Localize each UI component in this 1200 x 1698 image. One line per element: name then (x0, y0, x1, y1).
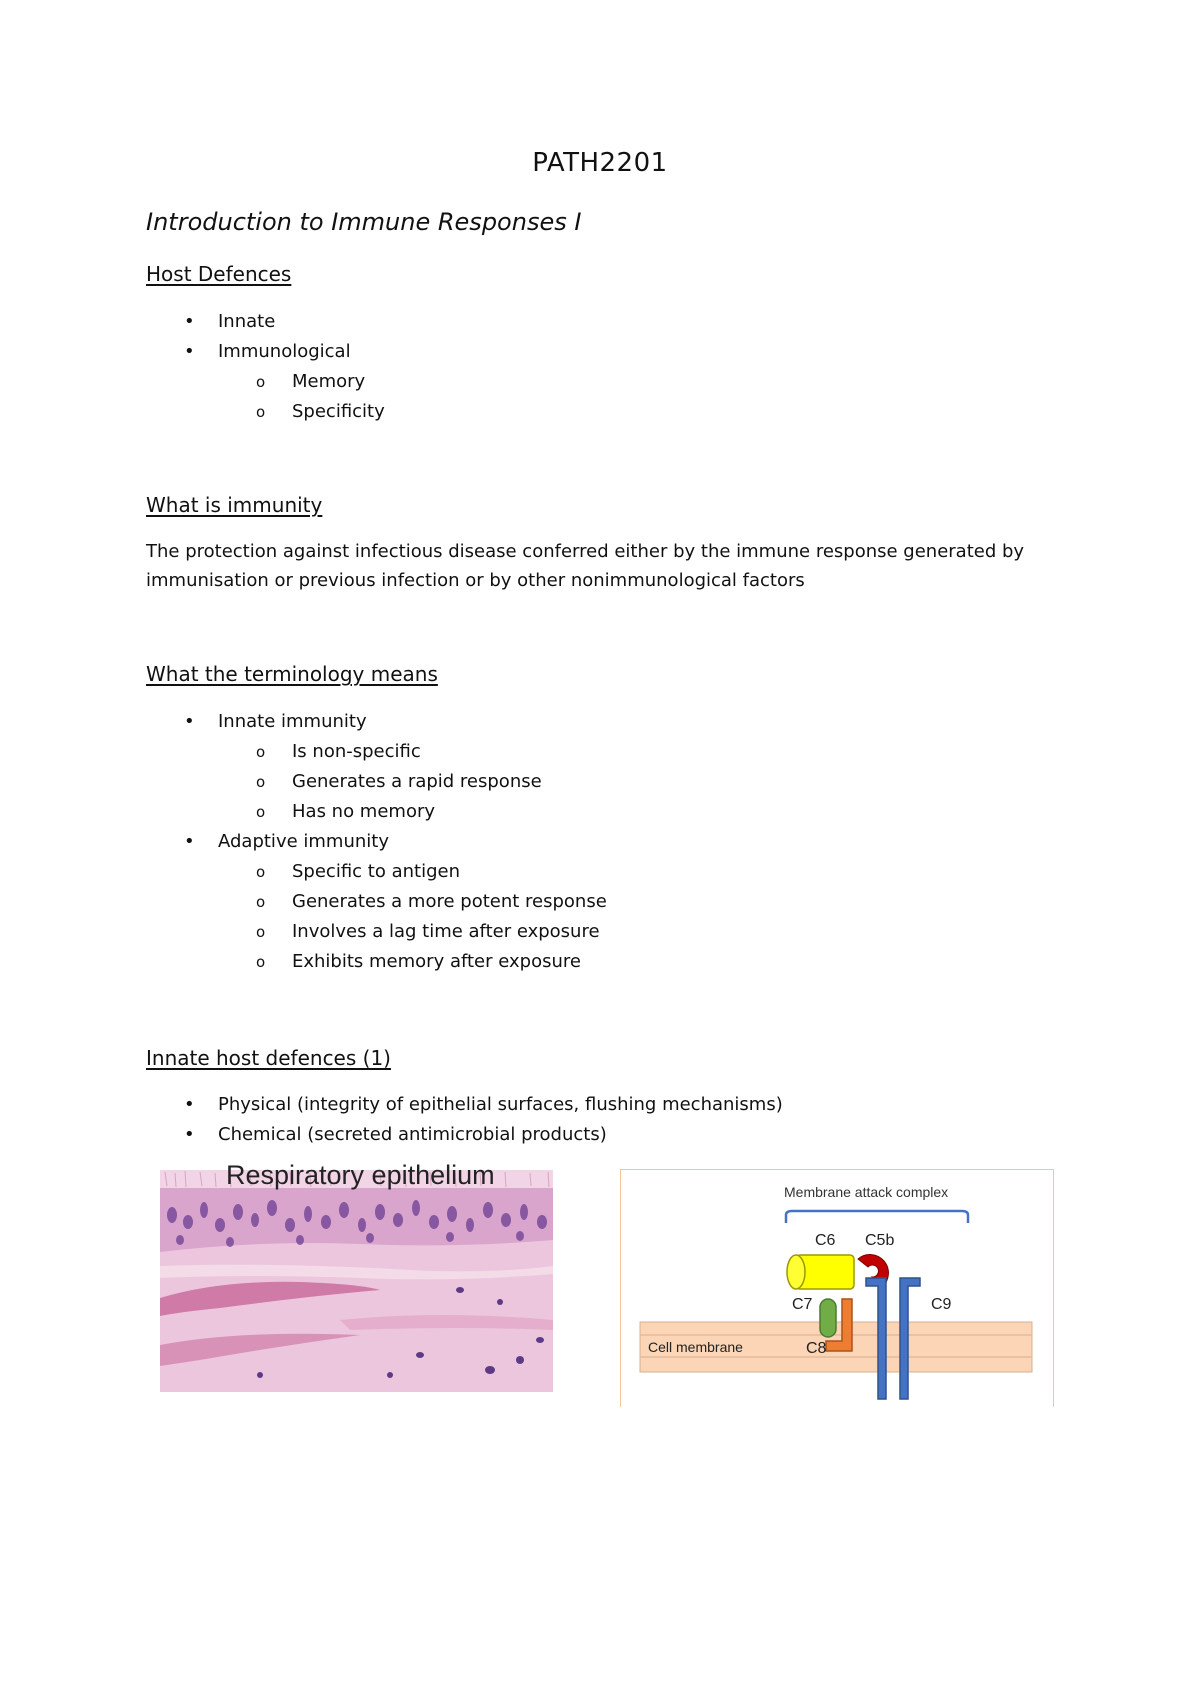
immunity-definition: The protection against infectious disease conferred either by the immune response generated by immunisation or previous infection or by other nonimmunological factors (146, 541, 1025, 591)
label-cell-membrane: Cell membrane (648, 1339, 743, 1355)
list-subitem: o Has no memory (256, 801, 436, 822)
list-item: • Chemical (secreted antimicrobial products) (184, 1124, 607, 1145)
list-subitem: o Involves a lag time after exposure (256, 921, 600, 942)
innate-defences-list (146, 1090, 783, 1150)
membrane-attack-complex-diagram (620, 1169, 1052, 1406)
course-code: PATH2201 (532, 148, 668, 178)
heading-host-defences: Host Defences (146, 262, 292, 286)
label-c8: C8 (806, 1340, 827, 1357)
list-subitem: o Memory (256, 371, 366, 392)
heading-what-is-immunity: What is immunity (146, 493, 323, 517)
lecture-title: Introduction to Immune Responses I (146, 208, 582, 236)
c7-component (820, 1299, 836, 1337)
respiratory-epithelium-image (160, 1170, 553, 1392)
histology-caption: Respiratory epithelium (226, 1160, 495, 1190)
list-subitem: o Specific to antigen (256, 861, 460, 882)
label-c5b: C5b (865, 1232, 895, 1249)
list-item: • Innate immunity (184, 711, 367, 732)
mac-title: Membrane attack complex (784, 1184, 949, 1200)
terminology-list (146, 707, 607, 977)
list-subitem: o Exhibits memory after exposure (256, 951, 581, 972)
list-subitem: o Generates a rapid response (256, 771, 542, 792)
host-defences-list (146, 307, 385, 427)
list-subitem: o Generates a more potent response (256, 891, 607, 912)
list-item: • Innate (184, 311, 276, 332)
heading-innate-host-defences: Innate host defences (1) (146, 1046, 391, 1070)
label-c7: C7 (792, 1296, 813, 1313)
bracket-icon (786, 1211, 968, 1223)
list-subitem: o Is non-specific (256, 741, 421, 762)
list-item: • Immunological (184, 341, 351, 362)
label-c6: C6 (815, 1232, 836, 1249)
heading-terminology: What the terminology means (146, 662, 438, 686)
list-subitem: o Specificity (256, 401, 385, 422)
list-item: • Physical (integrity of epithelial surfaces, flushing mechanisms) (184, 1094, 783, 1115)
label-c9: C9 (931, 1296, 952, 1313)
list-item: • Adaptive immunity (184, 831, 389, 852)
